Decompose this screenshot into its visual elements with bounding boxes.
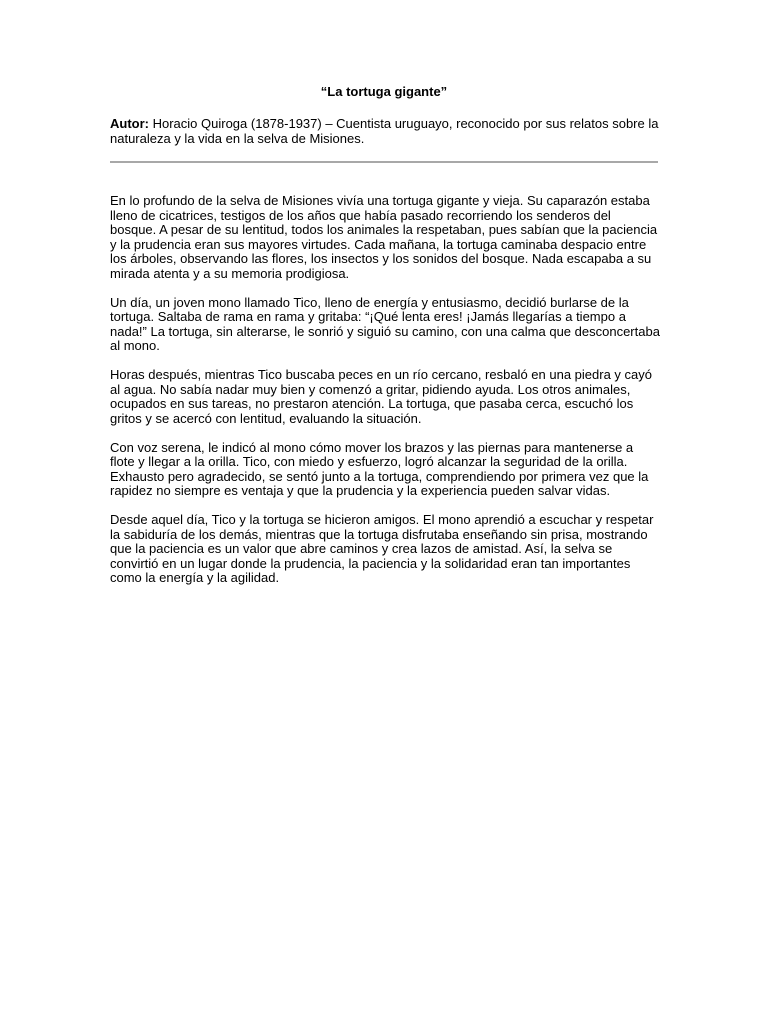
story-paragraph-3: Horas después, mientras Tico buscaba peces en un río cercano, resbaló en una piedra y cayó al agua. No sabía nadar muy bien y comenzó a gritar, pidiendo ayuda. Los otros animales, ocupados en sus tareas, no prestaron atención. La tortuga, que pasaba cerca, escuchó los gritos y se acercó con lentitud, evaluando la situación. (110, 367, 652, 426)
story-paragraph-1: En lo profundo de la selva de Misiones vivía una tortuga gigante y vieja. Su caparazón estaba lleno de cicatrices, testigos de los años que había pasado recorriendo los senderos del bosque. A pesar de su lentitud, todos los animales la respetaban, pues sabían que la paciencia y la prudencia eran sus mayores virtudes. Cada mañana, la tortuga caminaba despacio entre los árboles, observando las flores, los insectos y los sonidos del bosque. Nada escapaba a su mirada atenta y a su memoria prodigiosa. (110, 193, 658, 281)
story-paragraph-4: Con voz serena, le indicó al mono cómo mover los brazos y las piernas para mantenerse a flote y llegar a la orilla. Tico, con miedo y esfuerzo, logró alcanzar la seguridad de la orilla. Exhausto pero agradecido, se sentó junto a la tortuga, comprendiendo por primera vez que la rapidez no siempre es ventaja y que la prudencia y la experiencia pueden salvar vidas. (110, 439, 649, 498)
horizontal-divider (110, 161, 658, 163)
story-body (110, 194, 660, 600)
author-description: Horacio Quiroga (1878-1937) – Cuentista uruguayo, reconocido por sus relatos sobre la naturaleza y la vida en la selva de Misiones. (110, 116, 659, 146)
story-paragraph-2: Un día, un joven mono llamado Tico, lleno de energía y entusiasmo, decidió burlarse de la tortuga. Saltaba de rama en rama y gritaba: “¡Qué lenta eres! ¡Jamás llegarías a tiempo a nada!” La tortuga, sin alterarse, le sonrió y siguió su camino, con una calma que desconcertaba al mono. (110, 294, 660, 353)
author-line (110, 117, 660, 146)
document-title: “La tortuga gigante” (320, 84, 448, 99)
story-paragraph-5: Desde aquel día, Tico y la tortuga se hicieron amigos. El mono aprendió a escuchar y respetar la sabiduría de los demás, mientras que la tortuga disfrutaba enseñando sin prisa, mostrando que la paciencia es un valor que abre caminos y crea lazos de amistad. Así, la selva se convirtió en un lugar donde la prudencia, la paciencia y la solidaridad eran tan importantes como la energía y la agilidad. (110, 512, 654, 585)
author-label: Autor: (110, 116, 149, 131)
